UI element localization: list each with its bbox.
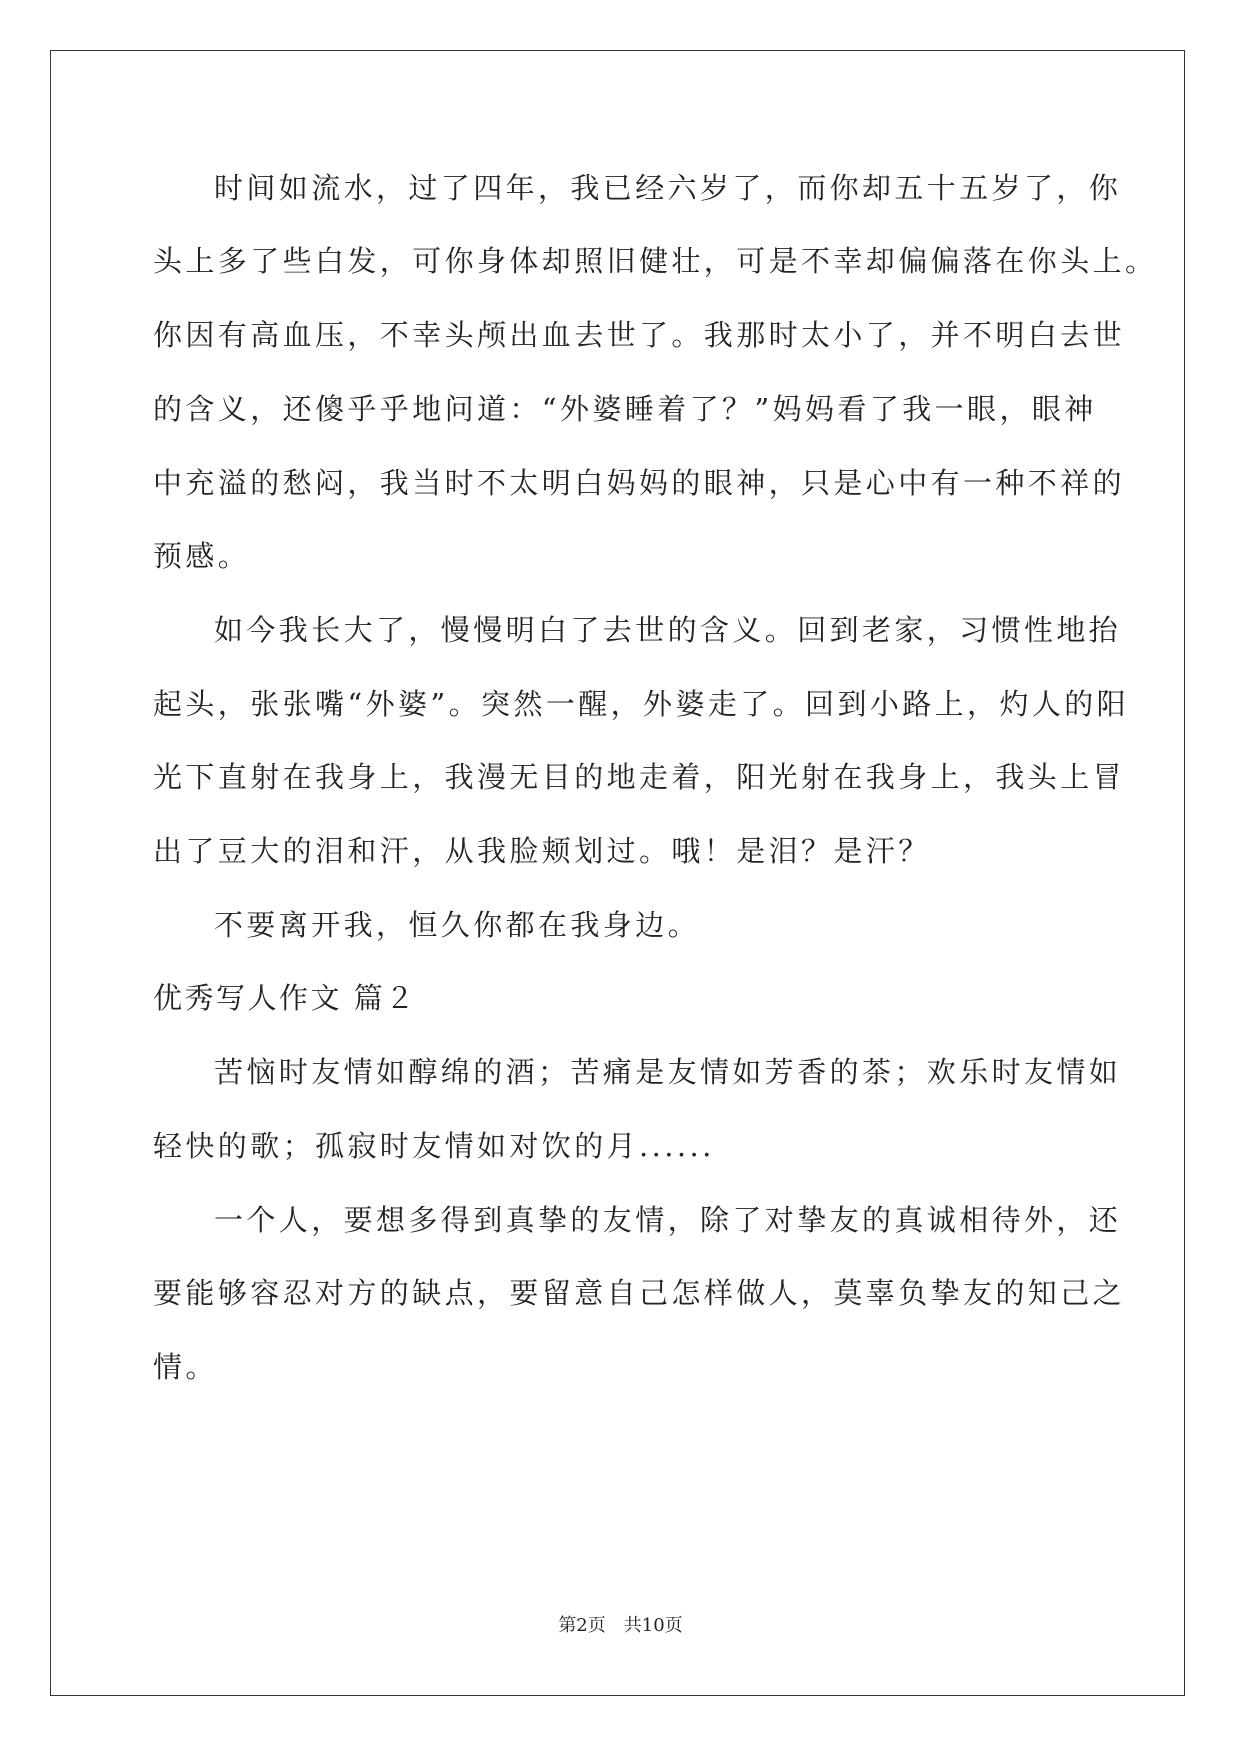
paragraph-1-line-4: 的含义，还傻乎乎地问道：“外婆睡着了？”妈妈看了我一眼，眼神 [153,392,1097,426]
page-footer [0,1615,1241,1637]
page-border [50,50,1185,1696]
paragraph-1-line-2: 头上多了些白发，可你身体却照旧健壮，可是不幸却偏偏落在你头上。 [153,244,1158,278]
paragraph-1-line-5: 中充溢的愁闷，我当时不太明白妈妈的眼神，只是心中有一种不祥的 [153,466,1126,500]
paragraph-1-line-6: 预感。 [153,539,251,573]
page-number: 第2页 [558,1615,606,1636]
paragraph-2-line-2: 起头，张张嘴“外婆”。突然一醒，外婆走了。回到小路上，灼人的阳 [153,687,1130,721]
paragraph-4-line-2: 轻快的歌；孤寂时友情如对饮的月...... [153,1129,715,1163]
paragraph-1-line-1: 时间如流水，过了四年，我已经六岁了，而你却五十五岁了，你 [214,171,1122,205]
paragraph-2-line-3: 光下直射在我身上，我漫无目的地走着，阳光射在我身上，我头上冒 [153,760,1126,794]
page-total: 共10页 [623,1615,683,1636]
paragraph-3-line-1: 不要离开我，恒久你都在我身边。 [214,908,701,942]
paragraph-4-line-1: 苦恼时友情如醇绵的酒；苦痛是友情如芳香的茶；欢乐时友情如 [214,1055,1122,1089]
section-heading: 优秀写人作文 篇２ [153,981,417,1015]
paragraph-2-line-1: 如今我长大了，慢慢明白了去世的含义。回到老家，习惯性地抬 [214,613,1122,647]
paragraph-5-line-3: 情。 [153,1350,218,1384]
paragraph-5-line-1: 一个人，要想多得到真挚的友情，除了对挚友的真诚相待外，还 [214,1203,1122,1237]
paragraph-1-line-3: 你因有高血压，不幸头颅出血去世了。我那时太小了，并不明白去世 [153,318,1126,352]
paragraph-5-line-2: 要能够容忍对方的缺点，要留意自己怎样做人，莫辜负挚友的知己之 [153,1276,1126,1310]
paragraph-2-line-4: 出了豆大的泪和汗，从我脸颊划过。哦！是泪？是汗？ [153,834,931,868]
